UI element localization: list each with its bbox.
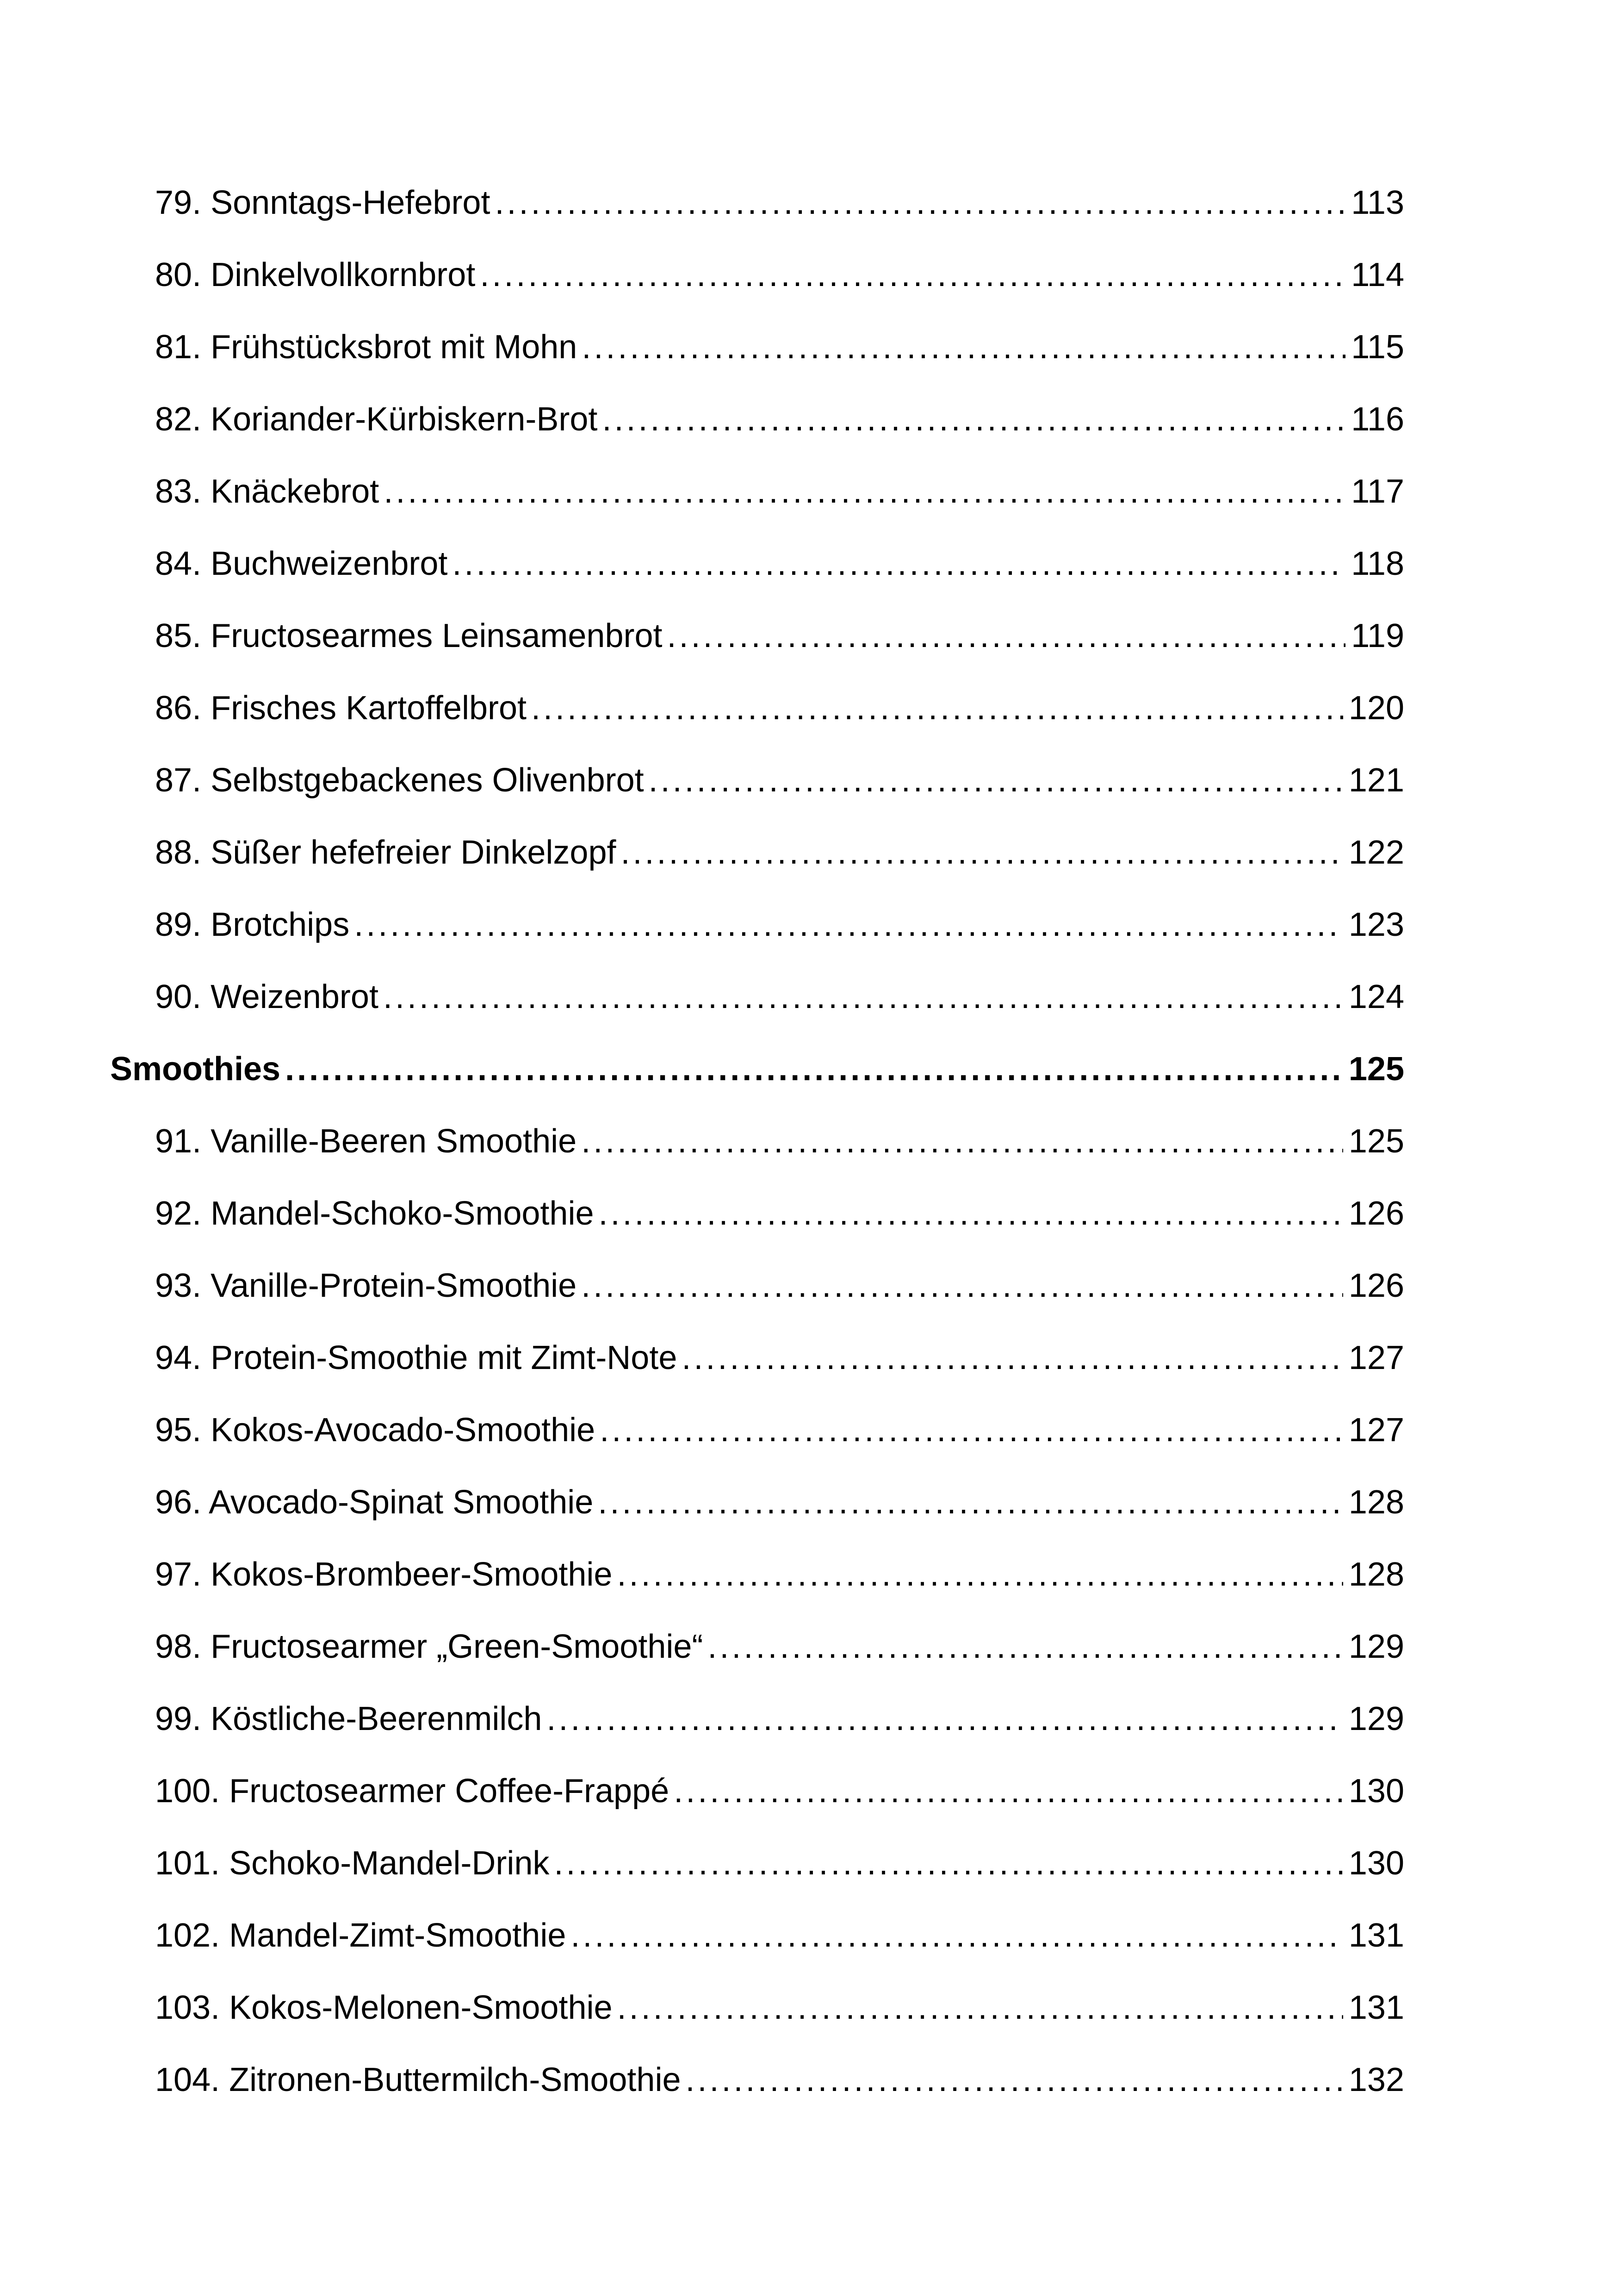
toc-entry[interactable] (155, 2044, 1404, 2116)
toc-entry-title: 81. Frühstücksbrot mit Mohn (155, 329, 577, 366)
toc-dot-leader (383, 961, 1343, 1033)
toc-entry[interactable] (155, 239, 1404, 311)
toc-dot-leader (599, 1177, 1343, 1250)
toc-entry-page: 129 (1348, 1700, 1404, 1737)
toc-entry-title: 99. Köstliche-Beerenmilch (155, 1700, 542, 1737)
toc-dot-leader (667, 600, 1346, 672)
toc-entry-page: 119 (1351, 617, 1404, 654)
toc-entry-title: 92. Mandel-Schoko-Smoothie (155, 1195, 594, 1232)
toc-entry-title: 104. Zitronen-Buttermilch-Smoothie (155, 2061, 681, 2098)
toc-entry[interactable] (155, 1683, 1404, 1755)
toc-dot-leader (686, 2044, 1343, 2116)
toc-section-title: Smoothies (110, 1051, 281, 1088)
toc-dot-leader (598, 1466, 1343, 1538)
toc-entry[interactable] (155, 1105, 1404, 1177)
table-of-contents (0, 167, 1618, 2116)
toc-entry-title: 101. Schoko-Mandel-Drink (155, 1845, 550, 1882)
toc-entry-page: 130 (1348, 1773, 1404, 1810)
toc-entry-page: 125 (1348, 1123, 1404, 1160)
toc-entry-page: 131 (1348, 1917, 1404, 1954)
toc-entry-page: 122 (1348, 834, 1404, 871)
toc-entry-page: 126 (1348, 1195, 1404, 1232)
toc-dot-leader (531, 672, 1343, 744)
toc-entry-title: 98. Fructosearmer „Green-Smoothie“ (155, 1628, 703, 1665)
toc-entry-title: 95. Kokos-Avocado-Smoothie (155, 1412, 595, 1449)
toc-entry[interactable] (155, 1466, 1404, 1538)
toc-entry-title: 102. Mandel-Zimt-Smoothie (155, 1917, 566, 1954)
toc-entry-page: 128 (1348, 1484, 1404, 1521)
toc-dot-leader (707, 1611, 1343, 1683)
toc-entry-title: 93. Vanille-Protein-Smoothie (155, 1267, 577, 1304)
toc-entry[interactable] (155, 1322, 1404, 1394)
toc-dot-leader (554, 1827, 1343, 1899)
toc-entry[interactable] (155, 528, 1404, 600)
toc-entry-title: 97. Kokos-Brombeer-Smoothie (155, 1556, 613, 1593)
toc-entry-title: 88. Süßer hefefreier Dinkelzopf (155, 834, 616, 871)
toc-entry[interactable] (155, 311, 1404, 383)
toc-entry-page: 121 (1348, 762, 1404, 799)
toc-entry-title: 83. Knäckebrot (155, 473, 379, 510)
toc-dot-leader (617, 1538, 1343, 1611)
toc-entry[interactable] (155, 600, 1404, 672)
toc-entry-title: 90. Weizenbrot (155, 978, 378, 1015)
toc-entry-title: 96. Avocado-Spinat Smoothie (155, 1484, 594, 1521)
toc-entry-title: 91. Vanille-Beeren Smoothie (155, 1123, 577, 1160)
toc-entry-page: 118 (1351, 545, 1404, 582)
toc-entry-title: 100. Fructosearmer Coffee-Frappé (155, 1773, 670, 1810)
toc-dot-leader (570, 1899, 1343, 1972)
toc-entry-page: 114 (1351, 256, 1404, 293)
toc-entry-page: 128 (1348, 1556, 1404, 1593)
toc-dot-leader (581, 1250, 1343, 1322)
toc-dot-leader (480, 239, 1345, 311)
toc-entry[interactable] (155, 816, 1404, 889)
toc-dot-leader (285, 1033, 1343, 1105)
toc-dot-leader (546, 1683, 1343, 1755)
toc-dot-leader (682, 1322, 1343, 1394)
toc-entry-page: 123 (1348, 906, 1404, 943)
toc-dot-leader (600, 1394, 1343, 1466)
toc-entry[interactable] (155, 455, 1404, 528)
toc-entry[interactable] (155, 672, 1404, 744)
toc-entry-page: 115 (1351, 329, 1404, 366)
toc-entry-page: 124 (1348, 978, 1404, 1015)
toc-entry-title: 86. Frisches Kartoffelbrot (155, 690, 527, 727)
toc-dot-leader (617, 1972, 1343, 2044)
toc-entry[interactable] (155, 889, 1404, 961)
toc-entry[interactable] (155, 383, 1404, 455)
toc-entry[interactable] (155, 744, 1404, 816)
toc-entry-title: 89. Brotchips (155, 906, 350, 943)
toc-entry[interactable] (155, 1899, 1404, 1972)
toc-dot-leader (602, 383, 1345, 455)
toc-entry-title: 103. Kokos-Melonen-Smoothie (155, 1989, 613, 2026)
toc-dot-leader (674, 1755, 1343, 1827)
toc-entry[interactable] (155, 1972, 1404, 2044)
toc-dot-leader (582, 311, 1345, 383)
toc-entry-page: 127 (1348, 1412, 1404, 1449)
toc-dot-leader (452, 528, 1345, 600)
toc-entry-page: 127 (1348, 1339, 1404, 1376)
toc-entry-title: 84. Buchweizenbrot (155, 545, 448, 582)
toc-entry-page: 113 (1351, 184, 1404, 221)
toc-entry[interactable] (155, 961, 1404, 1033)
toc-entry-page: 126 (1348, 1267, 1404, 1304)
toc-dot-leader (384, 455, 1345, 528)
toc-entry-page: 120 (1348, 690, 1404, 727)
toc-entry[interactable] (155, 1538, 1404, 1611)
toc-section-heading[interactable] (110, 1033, 1404, 1105)
toc-entry[interactable] (155, 1827, 1404, 1899)
toc-entry[interactable] (155, 167, 1404, 239)
toc-section-page: 125 (1348, 1051, 1404, 1088)
toc-entry-title: 87. Selbstgebackenes Olivenbrot (155, 762, 644, 799)
toc-entry-page: 130 (1348, 1845, 1404, 1882)
toc-entry[interactable] (155, 1611, 1404, 1683)
toc-entry-title: 82. Koriander-Kürbiskern-Brot (155, 401, 598, 438)
toc-entry-title: 85. Fructosearmes Leinsamenbrot (155, 617, 663, 654)
toc-entry-page: 132 (1348, 2061, 1404, 2098)
toc-entry[interactable] (155, 1250, 1404, 1322)
toc-entry-page: 116 (1351, 401, 1404, 438)
toc-dot-leader (495, 167, 1345, 239)
toc-entry-title: 79. Sonntags-Hefebrot (155, 184, 490, 221)
toc-entry[interactable] (155, 1394, 1404, 1466)
toc-entry[interactable] (155, 1177, 1404, 1250)
toc-dot-leader (354, 889, 1343, 961)
toc-entry-page: 117 (1351, 473, 1404, 510)
toc-dot-leader (649, 744, 1343, 816)
toc-dot-leader (621, 816, 1343, 889)
toc-entry-page: 131 (1348, 1989, 1404, 2026)
toc-entry-page: 129 (1348, 1628, 1404, 1665)
toc-entry-title: 94. Protein-Smoothie mit Zimt-Note (155, 1339, 677, 1376)
toc-dot-leader (581, 1105, 1343, 1177)
toc-entry[interactable] (155, 1755, 1404, 1827)
toc-entry-title: 80. Dinkelvollkornbrot (155, 256, 476, 293)
